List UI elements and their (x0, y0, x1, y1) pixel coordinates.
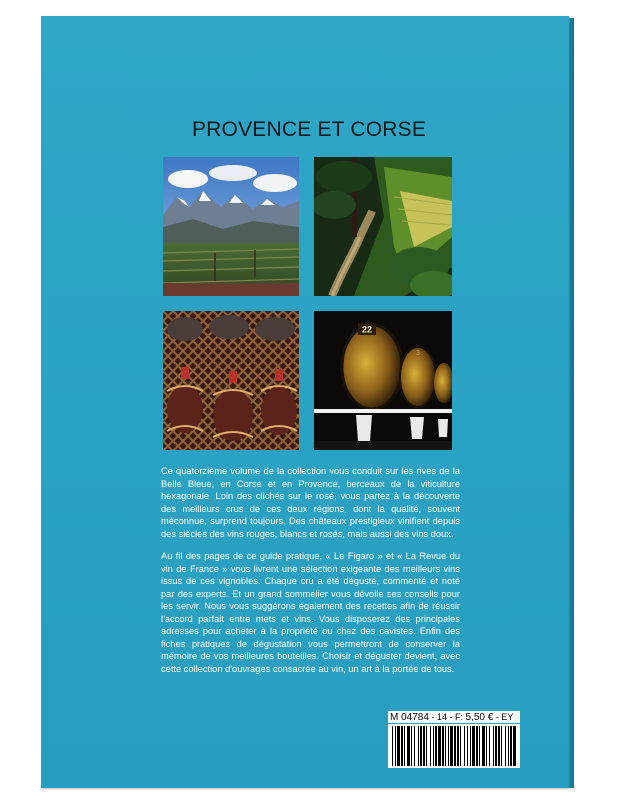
barcode-label (388, 711, 520, 723)
description-paragraph-2: Au fil des pages de ce guide pratique, « Le Figaro » et « La Revue du vin de France » vous livrent une sélection exigeante des meilleurs vins issus de ces vignobles. Chaque cru a été dégusté, commenté et noté par des experts. Et un grand sommelier vous dévoile ses conseils pour les servir. Nous vous suggérons également des recettes afin de réussir l'accord parfait entre mets et vins. Vous disposerez des principales adresses pour acheter à la propriété ou chez des cavistes. Enfin des fiches pratiques de dégustation vous permettront de conserver la mémoire de vos meilleures bouteilles. Choisir et déguster devient, avec cette collection d'ouvrages consacrée au vin, un art à la portée de tous. (161, 551, 460, 674)
product-code: M 04784 (390, 712, 429, 723)
barrel-number-label: 3 (416, 350, 420, 357)
price-prefix: F: (454, 712, 463, 722)
book-title: PROVENCE ET CORSE (191, 118, 427, 141)
barcode-icon (388, 724, 520, 768)
photo-mountain-vineyard (163, 157, 299, 296)
description-paragraph-1: Ce quatorzième volume de la collection vous conduit sur les rives de la Belle Bleue, en Corse et en Provence, berceaux de la viticulture hexagonale. Loin des clichés sur le rosé, vous partez à la découverte des meilleurs crus de ces deux régions, dont la qualité, souvent méconnue, surprend toujours. Des châteaux prestigieux vinifient depuis des siècles des vins rouges, blancs et rosés, mais aussi des vins doux. (161, 466, 460, 539)
issue-number: - 14 - (431, 712, 453, 722)
photo-wine-barrels-cellar (314, 311, 452, 450)
price-suffix: - EY (495, 712, 514, 722)
photo-wicker-wine-bottles (163, 311, 299, 450)
price: 5,50 € (465, 712, 494, 723)
barrel-number-label: 22 (361, 324, 373, 335)
photo-forest-vineyard-path (314, 157, 452, 296)
